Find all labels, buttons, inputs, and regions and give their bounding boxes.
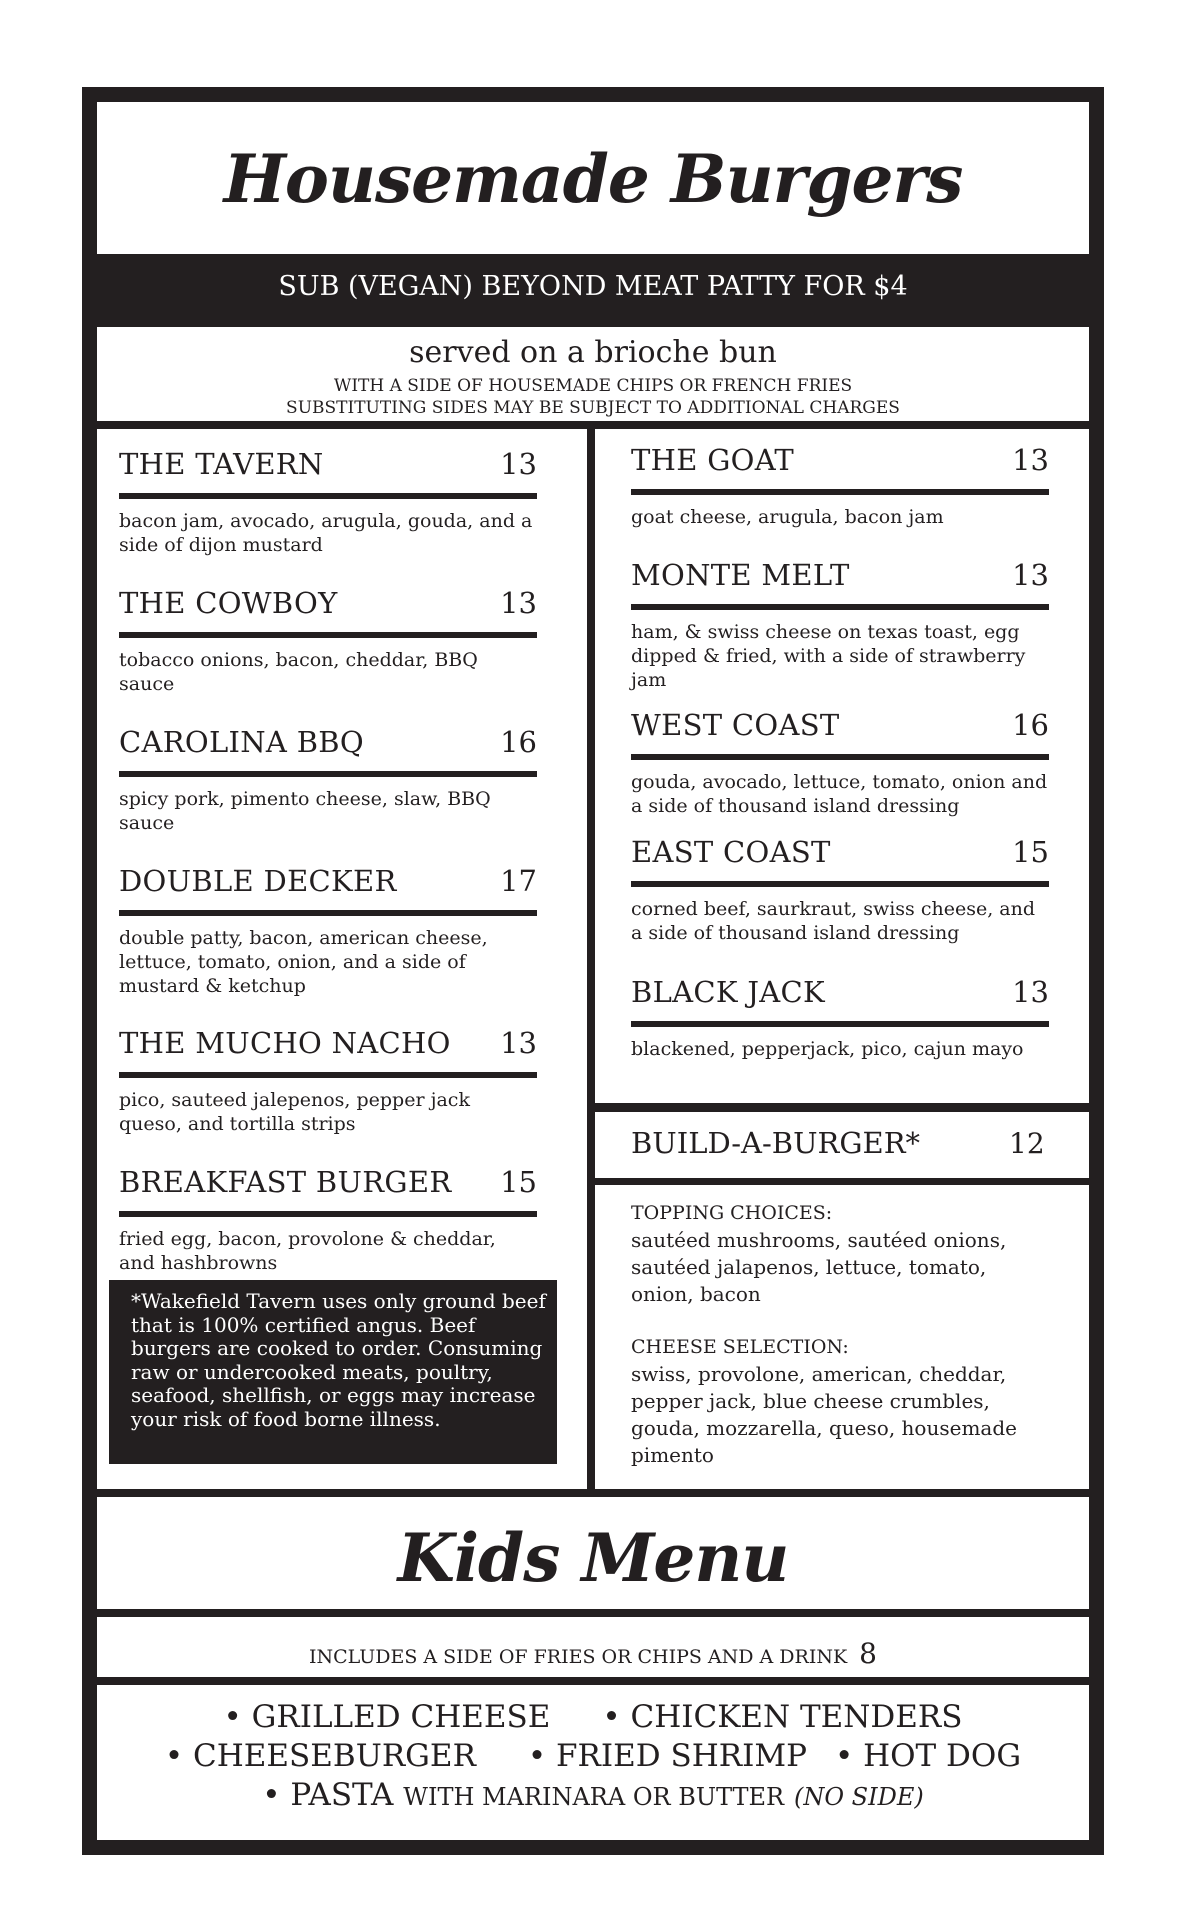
kids-row-3	[97, 1777, 1089, 1813]
item-price: 13	[500, 586, 537, 620]
item-description: pico, sauteed jalepenos, pepper jack queso, and tortilla strips	[119, 1089, 470, 1135]
item-rule	[119, 1072, 537, 1078]
kids-price: 8	[859, 1637, 877, 1670]
item-name: THE GOAT	[631, 443, 795, 477]
kids-items-panel	[97, 1685, 1089, 1840]
page-title: Housemade Burgers	[223, 140, 963, 218]
topping-list: sautéed mushrooms, sautéed onions, sautéed jalapenos, lettuce, tomato, onion, bacon	[631, 1228, 1007, 1306]
item-name: THE COWBOY	[119, 586, 338, 620]
cheese-label: CHEESE SELECTION:	[631, 1336, 849, 1358]
item-price: 13	[500, 447, 537, 481]
left-menu-column	[97, 429, 587, 1489]
item-rule	[631, 489, 1049, 495]
pasta-note: WITH MARINARA OR BUTTER	[403, 1783, 785, 1811]
item-name: CAROLINA BBQ	[119, 725, 364, 759]
build-a-burger-header	[595, 1112, 1089, 1178]
item-name: MONTE MELT	[631, 558, 850, 592]
kids-item: • CHEESEBURGER	[164, 1738, 476, 1774]
kids-item: • HOT DOG	[834, 1738, 1022, 1774]
item-name: BLACK JACK	[631, 975, 826, 1009]
item-price: 16	[1012, 708, 1049, 742]
side-info: WITH A SIDE OF HOUSEMADE CHIPS OR FRENCH FRIES	[333, 376, 853, 396]
item-description: corned beef, saurkraut, swiss cheese, and a side of thousand island dressing	[631, 898, 1036, 944]
right-menu-column	[595, 429, 1089, 1103]
no-side-note: (NO SIDE)	[793, 1783, 924, 1811]
kids-item: • PASTA	[262, 1777, 394, 1813]
topping-label: TOPPING CHOICES:	[631, 1202, 833, 1224]
build-a-burger-name: BUILD-A-BURGER*	[631, 1126, 921, 1160]
bun-info-panel	[97, 327, 1089, 421]
kids-includes-text: INCLUDES A SIDE OF FRIES OR CHIPS AND A DRINK	[308, 1646, 848, 1668]
item-price: 13	[1012, 975, 1049, 1009]
item-price: 13	[500, 1026, 537, 1060]
item-name: WEST COAST	[631, 708, 840, 742]
item-rule	[119, 910, 537, 916]
kids-includes-line	[97, 1637, 1089, 1670]
item-name: DOUBLE DECKER	[119, 864, 397, 898]
kids-item: • GRILLED CHEESE	[223, 1699, 551, 1735]
item-name: BREAKFAST BURGER	[119, 1165, 452, 1199]
kids-title-panel	[97, 1497, 1089, 1609]
title-panel	[97, 102, 1089, 254]
substitute-info: SUBSTITUTING SIDES MAY BE SUBJECT TO ADDITIONAL CHARGES	[286, 398, 900, 418]
kids-menu-title: Kids Menu	[397, 1519, 789, 1597]
item-description: goat cheese, arugula, bacon jam	[631, 506, 944, 528]
item-rule	[631, 604, 1049, 610]
build-a-burger-options	[595, 1185, 1089, 1489]
item-rule	[631, 1021, 1049, 1027]
menu-frame	[82, 87, 1104, 1855]
item-price: 16	[500, 725, 537, 759]
item-name: THE TAVERN	[119, 447, 324, 481]
food-safety-disclaimer: *Wakefield Tavern uses only ground beef that is 100% certified angus. Beef burgers are cooked to order. Consuming raw or undercooked meats, poultry, seafood, shellfish, or eggs may increase your risk of food borne illness.	[109, 1280, 557, 1464]
item-rule	[119, 771, 537, 777]
build-a-burger-text	[631, 1200, 1051, 1469]
item-price: 13	[1012, 558, 1049, 592]
kids-row-1	[97, 1699, 1089, 1735]
item-rule	[119, 493, 537, 499]
item-description: gouda, avocado, lettuce, tomato, onion and a side of thousand island dressing	[631, 771, 1048, 817]
kids-item: • FRIED SHRIMP	[527, 1738, 807, 1774]
item-description: bacon jam, avocado, arugula, gouda, and a side of dijon mustard	[119, 510, 533, 556]
item-description: double patty, bacon, american cheese, lettuce, tomato, onion, and a side of mustard & ketchup	[119, 927, 488, 997]
cheese-list: swiss, provolone, american, cheddar, pepper jack, blue cheese crumbles, gouda, mozzarella, queso, housemade pimento	[631, 1362, 1017, 1467]
item-description: tobacco onions, bacon, cheddar, BBQ sauce	[119, 649, 478, 695]
vegan-sub-banner: SUB (VEGAN) BEYOND MEAT PATTY FOR $4	[278, 271, 908, 302]
kids-row-2	[97, 1738, 1089, 1774]
item-price: 17	[500, 864, 537, 898]
item-rule	[631, 754, 1049, 760]
item-description: blackened, pepperjack, pico, cajun mayo	[631, 1038, 1024, 1060]
item-description: spicy pork, pimento cheese, slaw, BBQ sauce	[119, 788, 491, 834]
build-a-burger-price: 12	[1009, 1127, 1045, 1160]
kids-item: • CHICKEN TENDERS	[602, 1699, 963, 1735]
item-price: 15	[500, 1165, 537, 1199]
item-rule	[119, 632, 537, 638]
item-description: fried egg, bacon, provolone & cheddar, and hashbrowns	[119, 1228, 496, 1274]
kids-includes-panel	[97, 1617, 1089, 1677]
item-rule	[119, 1211, 537, 1217]
item-price: 15	[1012, 835, 1049, 869]
served-on-text: served on a brioche bun	[409, 335, 777, 370]
item-name: EAST COAST	[631, 835, 831, 869]
item-rule	[631, 881, 1049, 887]
spacer	[631, 1308, 1051, 1334]
item-price: 13	[1012, 443, 1049, 477]
item-description: ham, & swiss cheese on texas toast, egg dipped & fried, with a side of strawberry jam	[631, 621, 1026, 691]
item-name: THE MUCHO NACHO	[119, 1026, 451, 1060]
